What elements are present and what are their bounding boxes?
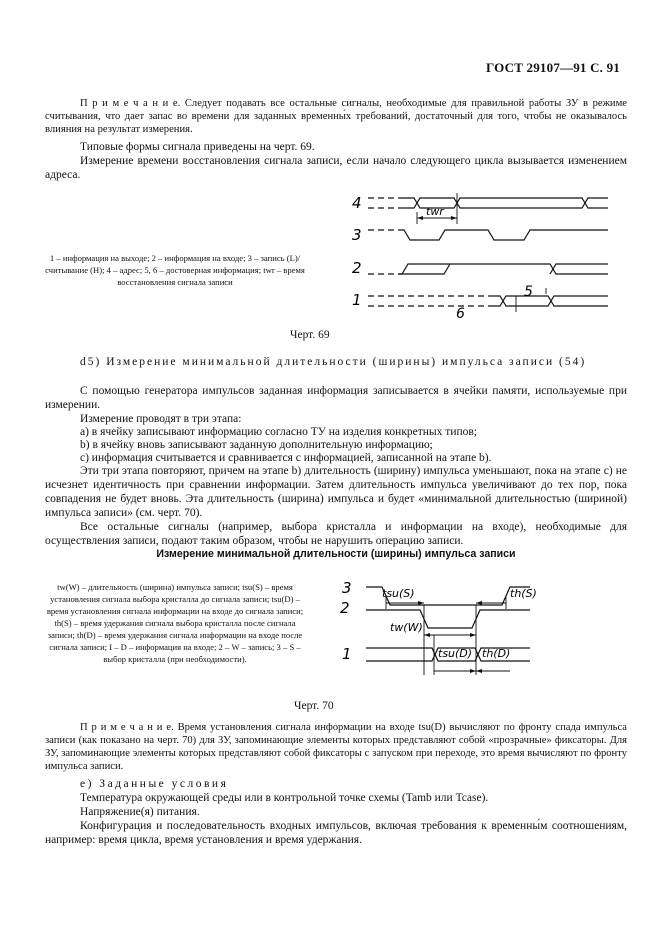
fig70-tw-w-label: tw(W) <box>390 621 423 634</box>
note-2-label: П р и м е ч а н и е. <box>80 722 174 733</box>
fig70-caption: Черт. 70 <box>294 700 334 712</box>
d5-intro: С помощью генератора импульсов заданная информация записывается в ячейки памяти, используемые при измерении. <box>45 385 627 411</box>
d5-others: Все остальные сигналы (например, выбора кристалла и информации на входе), необходимые для осуществления записи, подают таким образом, чтобы не нарушить операцию записи. <box>45 521 627 547</box>
section-e-temp: Температура окружающей среды или в контрольной точке схемы (Tamb или Tcase). <box>80 792 489 804</box>
section-e-config: Конфигурация и последовательность входных импульсов, включая требования к временны́м соотношениям, например: время цикла, время установления и время удержания. <box>45 820 627 846</box>
d5-heading: d5) Измерение минимальной длительности (ширины) импульса записи (54) <box>80 356 587 368</box>
d5-stage-b: b) в ячейку вновь записывают заданную дополнительную информацию; <box>80 439 433 451</box>
d5-stage-a: a) в ячейку записывают информацию согласно ТУ на изделия конкретных типов; <box>80 426 477 438</box>
fig70-legend: tw(W) – длительность (ширина) импульса записи; tsu(S) – время установления сигнала выбора кристалла до сигнала записи; tsu(D) – время установления сигнала информации на входе до сигнала записи; th(S) – время удержания сигнала выбора кристалла после сигнала записи; th(D) – время удержания сигнала информации на входе после сигнала записи; I – D – информация на входе; 2 – W – запись; 3 – S – выбор кристалла (при необходимости). <box>46 582 304 664</box>
d5-repeat: Эти три этапа повторяют, причем на этапе b) длительность (ширину) импульса уменьшают, пока на этапе c) не исчезнет идентичность при сравнении информации. Затем длительность импульса увеличивают до тех пор, пока совпадения не будет вновь. Эта длительность (ширина) импульса и будет «минимальной длительностью (шириной) импульса записи» (см. черт. 70). <box>45 465 627 519</box>
fig70-tsu-d-label: tsu(D) <box>438 647 473 660</box>
fig69-signal-3 <box>398 230 608 240</box>
note-1-text: Следует подавать все остальные сигналы, необходимые для правильной работы ЗУ в режиме считывания, что дает запас во времени для заданных временны́х требований, достаточный для того, чтобы не оказывалось влияния на результат измерения. <box>45 98 628 135</box>
fig70-tsu-s-label: tsu(S) <box>382 587 415 600</box>
section-e-voltage: Напряжение(я) питания. <box>80 806 200 818</box>
fig70-label-2: 2 <box>340 599 350 617</box>
d5-stages-intro: Измерение проводят в три этапа: <box>80 413 242 425</box>
note-1 <box>45 97 627 136</box>
fig70-timing-diagram <box>330 575 630 690</box>
page-header: ГОСТ 29107—91 С. 91 <box>486 60 620 75</box>
fig69-marker-6: 6 <box>456 306 465 320</box>
section-e-heading: е) Заданные условия <box>80 778 229 790</box>
fig69-label-1: 1 <box>352 291 362 309</box>
fig69-label-3: 3 <box>352 226 362 244</box>
fig69-timing-diagram <box>340 188 620 320</box>
fig69-caption: Черт. 69 <box>290 329 330 341</box>
fig69-twr-label: twr <box>426 205 444 218</box>
note-1-label: П р и м е ч а н и е. <box>80 98 181 109</box>
fig69-signal-2 <box>368 264 608 274</box>
note-2-text: Время установления сигнала информации на входе tsu(D) вычисляют по фронту спада импульса записи (как показано на черт. 70) для ЗУ, запоминающие элементы которых представляют собой «прозрачные» фиксаторы. Для ЗУ, запоминающие элементы которых представляют собой фиксаторы с запуском при переходе, это время вычисляют по фронту импульса записи. <box>45 722 627 772</box>
fig69-label-4: 4 <box>352 194 362 212</box>
note-2 <box>45 721 627 773</box>
fig69-signal-1 <box>368 284 608 320</box>
fig70-label-1: 1 <box>342 645 352 663</box>
fig70-th-d-label: th(D) <box>482 647 511 660</box>
para-measure: Измерение времени восстановления сигнала записи, если начало следующего цикла вызывается изменением адреса. <box>45 155 627 181</box>
fig70-th-s-label: th(S) <box>510 587 537 600</box>
para-typical: Типовые формы сигнала приведены на черт. 69. <box>80 141 315 153</box>
fig69-legend: 1 – информация на выходе; 2 – информация на входе; 3 – запись (L)/считывание (H); 4 – адрес; 5, 6 – достоверная информация; twr – время восстановления сигнала записи <box>45 253 305 287</box>
fig70-timing-markers <box>386 597 510 675</box>
fig70-title: Измерение минимальной длительности (ширины) импульса записи <box>156 548 516 560</box>
fig69-label-2: 2 <box>352 259 362 277</box>
fig69-marker-5: 5 <box>524 284 533 300</box>
fig69-signal-4 <box>368 198 608 208</box>
fig70-label-3: 3 <box>342 579 352 597</box>
d5-stage-c: c) информация считывается и сравнивается с информацией, записанной на этапе b). <box>80 452 492 464</box>
